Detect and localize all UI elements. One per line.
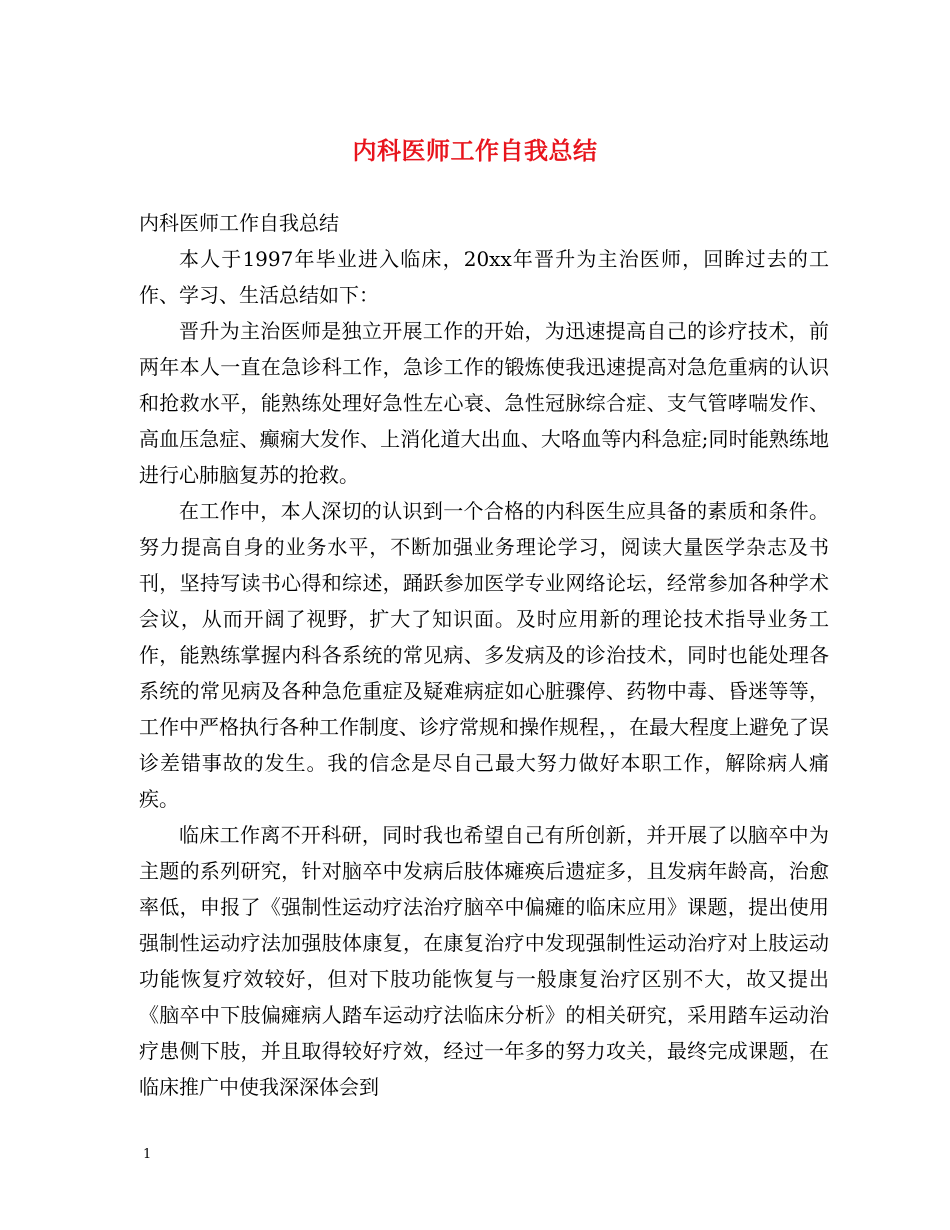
paragraph-intro: 本人于1997年毕业进入临床，20xx年晋升为主治医师，回眸过去的工作、学习、生活总结如下：	[139, 247, 829, 307]
document-body	[139, 205, 829, 1105]
paragraph-research: 临床工作离不开科研，同时我也希望自己有所创新，并开展了以脑卒中为主题的系列研究，针对脑卒中发病后肢体瘫痪后遗症多，且发病年龄高，治愈率低，申报了《强制性运动疗法治疗脑卒中偏瘫的临床应用》课题，提出使用强制性运动疗法加强肢体康复，在康复治疗中发现强制性运动治疗对上肢运动功能恢复疗效较好，但对下肢功能恢复与一般康复治疗区别不大，故又提出《脑卒中下肢偏瘫病人踏车运动疗法临床分析》的相关研究，采用踏车运动治疗患侧下肢，并且取得较好疗效，经过一年多的努力攻关，最终完成课题，在临床推广中使我深深体会到	[139, 823, 829, 1099]
paragraph-subtitle: 内科医师工作自我总结	[139, 211, 339, 235]
page-number: 1	[143, 1147, 152, 1162]
paragraph-qualities: 在工作中，本人深切的认识到一个合格的内科医生应具备的素质和条件。努力提高自身的业务水平，不断加强业务理论学习，阅读大量医学杂志及书刊，坚持写读书心得和综述，踊跃参加医学专业网络论坛，经常参加各种学术会议，从而开阔了视野，扩大了知识面。及时应用新的理论技术指导业务工作，能熟练掌握内科各系统的常见病、多发病及的诊治技术，同时也能处理各系统的常见病及各种急危重症及疑难病症如心脏骤停、药物中毒、昏迷等等，工作中严格执行各种工作制度、诊疗常规和操作规程，，在最大程度上避免了误诊差错事故的发生。我的信念是尽自己最大努力做好本职工作，解除病人痛疾。	[139, 499, 829, 811]
document-title: 内科医师工作自我总结	[352, 136, 598, 165]
paragraph-emergency: 晋升为主治医师是独立开展工作的开始，为迅速提高自己的诊疗技术，前两年本人一直在急诊科工作，急诊工作的锻炼使我迅速提高对急危重病的认识和抢救水平，能熟练处理好急性左心衰、急性冠脉综合症、支气管哮喘发作、高血压急症、癫痫大发作、上消化道大出血、大咯血等内科急症;同时能熟练地进行心肺脑复苏的抢救。	[139, 319, 829, 487]
